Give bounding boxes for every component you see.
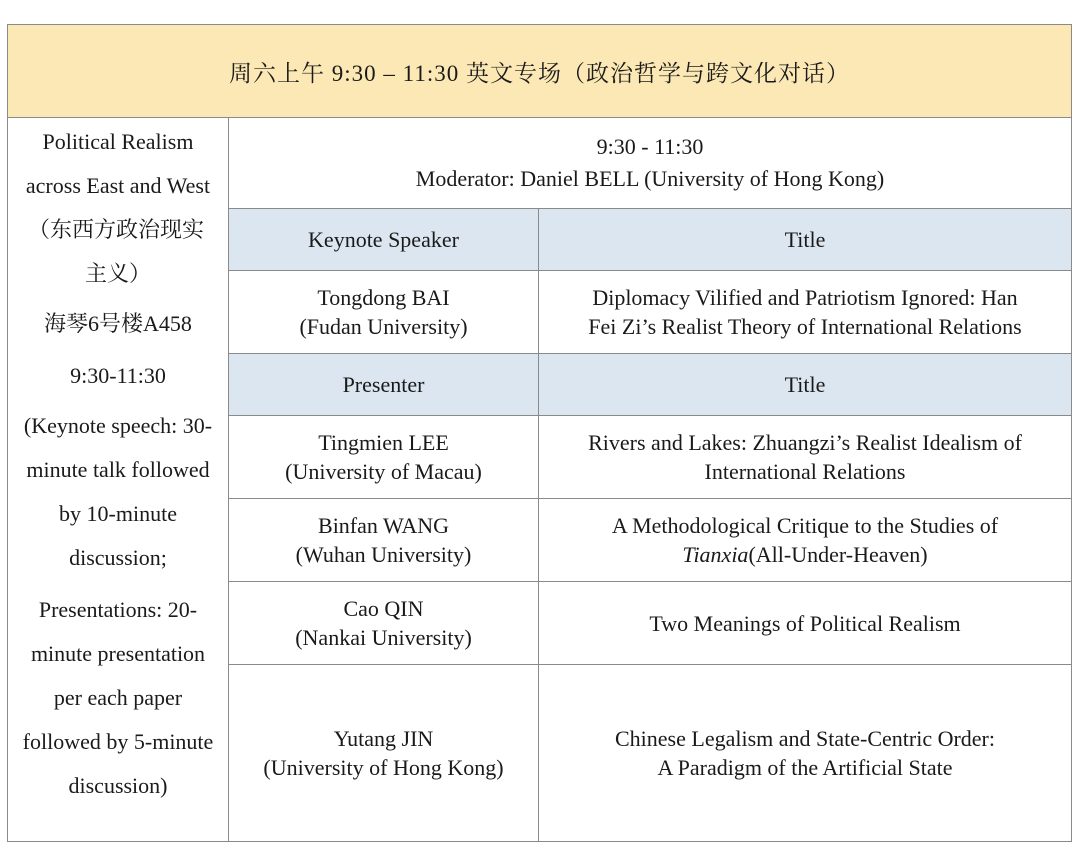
presenter-name: Cao QIN (343, 596, 424, 621)
session-info-line: by 10-minute (59, 501, 177, 526)
paper-title-line: A Paradigm of the Artificial State (657, 755, 953, 780)
presenter-row (229, 582, 1071, 665)
session-header-title: 周六上午 9:30 – 11:30 英文专场（政治哲学与跨文化对话） (229, 60, 850, 86)
keynote-speaker-header: Keynote Speaker (229, 209, 539, 270)
presenter-cell (229, 665, 539, 841)
paper-title-line: Chinese Legalism and State-Centric Order: (615, 726, 995, 751)
session-time: 9:30-11:30 (70, 363, 166, 388)
paper-title-line: International Relations (704, 459, 906, 484)
session-info-line: across East and West (25, 173, 211, 198)
presenter-affiliation: (University of Macau) (285, 459, 482, 484)
session-info-line: discussion; (69, 545, 167, 570)
presenter-row (229, 665, 1071, 841)
session-info-line: 主义） (84, 261, 151, 286)
session-info-line: discussion) (68, 773, 168, 798)
moderator-row (229, 118, 1071, 209)
presenter-cell (229, 499, 539, 581)
keynote-title-header: Title (784, 227, 826, 252)
presenter-affiliation: (Nankai University) (295, 625, 472, 650)
paper-title-line: Two Meanings of Political Realism (649, 610, 961, 636)
moderator-time: 9:30 - 11:30 (596, 134, 704, 159)
session-header (8, 25, 1071, 118)
session-info-line: followed by 5-minute (22, 729, 214, 754)
paper-title-italic: Tianxia (682, 542, 749, 567)
paper-title-cell (539, 499, 1071, 581)
presenter-affiliation: (Wuhan University) (295, 542, 472, 567)
session-info-line: Presentations: 20- (38, 597, 198, 622)
paper-title-line: Diplomacy Vilified and Patriotism Ignored: Han (592, 285, 1018, 310)
schedule-table (7, 24, 1072, 842)
moderator-text: Moderator: Daniel BELL (University of Hong Kong) (415, 166, 885, 191)
presenter-row (229, 416, 1071, 499)
presenter-affiliation: (University of Hong Kong) (263, 755, 504, 780)
session-info-line: per each paper (53, 685, 183, 710)
presenter-cell (229, 582, 539, 664)
session-info-line: （东西方政治现实 (27, 217, 204, 242)
session-info-column (8, 118, 229, 841)
presenter-name: Tingmien LEE (318, 430, 449, 455)
keynote-title-cell (539, 271, 1071, 353)
paper-title-line: Rivers and Lakes: Zhuangzi’s Realist Idealism of (588, 430, 1022, 455)
presenter-title-header: Title (784, 372, 826, 397)
paper-title-cell (539, 665, 1071, 841)
program-grid (229, 118, 1071, 841)
speaker-affiliation: (Fudan University) (299, 314, 468, 339)
presenter-row (229, 499, 1071, 582)
presenter-header: Presenter (229, 354, 539, 415)
presenter-cell (229, 416, 539, 498)
presenter-name: Yutang JIN (333, 726, 434, 751)
session-info-line: minute presentation (30, 641, 206, 666)
paper-title-line (682, 540, 927, 569)
presenter-name: Binfan WANG (318, 513, 449, 538)
speaker-name: Tongdong BAI (317, 285, 450, 310)
session-room: 海琴6号楼A458 (44, 311, 192, 336)
paper-title-cell (539, 416, 1071, 498)
paper-title-line: A Methodological Critique to the Studies of (611, 513, 999, 538)
paper-title-cell (539, 582, 1071, 664)
session-info-line: minute talk followed (26, 457, 210, 482)
paper-title-line: Fei Zi’s Realist Theory of International Relations (588, 314, 1022, 339)
paper-title-rest: (All-Under-Heaven) (748, 542, 928, 567)
keynote-speaker-cell (229, 271, 539, 353)
keynote-header-row (229, 209, 1071, 271)
presenter-header-row (229, 354, 1071, 416)
keynote-row (229, 271, 1071, 354)
session-info-line: (Keynote speech: 30- (23, 413, 213, 438)
session-info-line: Political Realism (42, 129, 194, 154)
